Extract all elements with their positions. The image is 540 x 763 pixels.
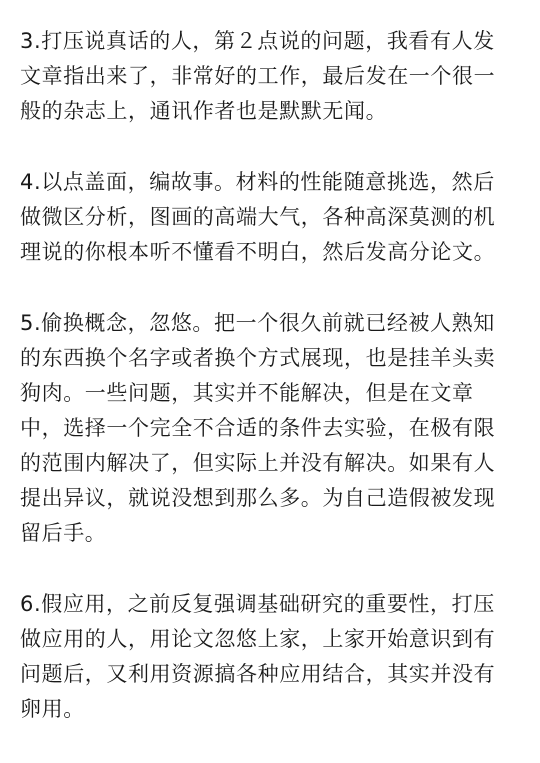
text-line: 留后手。 bbox=[20, 521, 107, 545]
text-line: 的范围内解决了，但实际上并没有解决。如果有人 bbox=[20, 451, 496, 475]
paragraph-point-5 bbox=[20, 306, 525, 551]
text-line: 般的杂志上，通讯作者也是默默无闻。 bbox=[20, 99, 388, 123]
text-line: 提出异议，就说没想到那么多。为自己造假被发现 bbox=[20, 486, 496, 510]
text-line: 6.假应用，之前反复强调基础研究的重要性，打压 bbox=[20, 592, 495, 616]
text-line: 3.打压说真话的人，第２点说的问题，我看有人发 bbox=[20, 29, 495, 53]
text-line: 的东西换个名字或者换个方式展现，也是挂羊头卖 bbox=[20, 346, 496, 370]
text-line: 文章指出来了，非常好的工作，最后发在一个很一 bbox=[20, 64, 496, 88]
text-line: 卵用。 bbox=[20, 697, 85, 721]
text-line: 4.以点盖面，编故事。材料的性能随意挑选，然后 bbox=[20, 170, 495, 194]
text-line: 做微区分析，图画的高端大气，各种高深莫测的机 bbox=[20, 205, 496, 229]
text-line: 理说的你根本听不懂看不明白，然后发高分论文。 bbox=[20, 240, 496, 264]
text-line: 中，选择一个完全不合适的条件去实验，在极有限 bbox=[20, 416, 496, 440]
paragraph-point-4 bbox=[20, 165, 525, 270]
paragraph-point-3 bbox=[20, 24, 525, 129]
paragraph-point-6 bbox=[20, 587, 525, 727]
text-line: 5.偷换概念，忽悠。把一个很久前就已经被人熟知 bbox=[20, 311, 495, 335]
article-body bbox=[20, 24, 525, 763]
text-line: 问题后，又利用资源搞各种应用结合，其实并没有 bbox=[20, 662, 496, 686]
text-line: 狗肉。一些问题，其实并不能解决，但是在文章 bbox=[20, 381, 474, 405]
text-line: 做应用的人，用论文忽悠上家，上家开始意识到有 bbox=[20, 627, 496, 651]
